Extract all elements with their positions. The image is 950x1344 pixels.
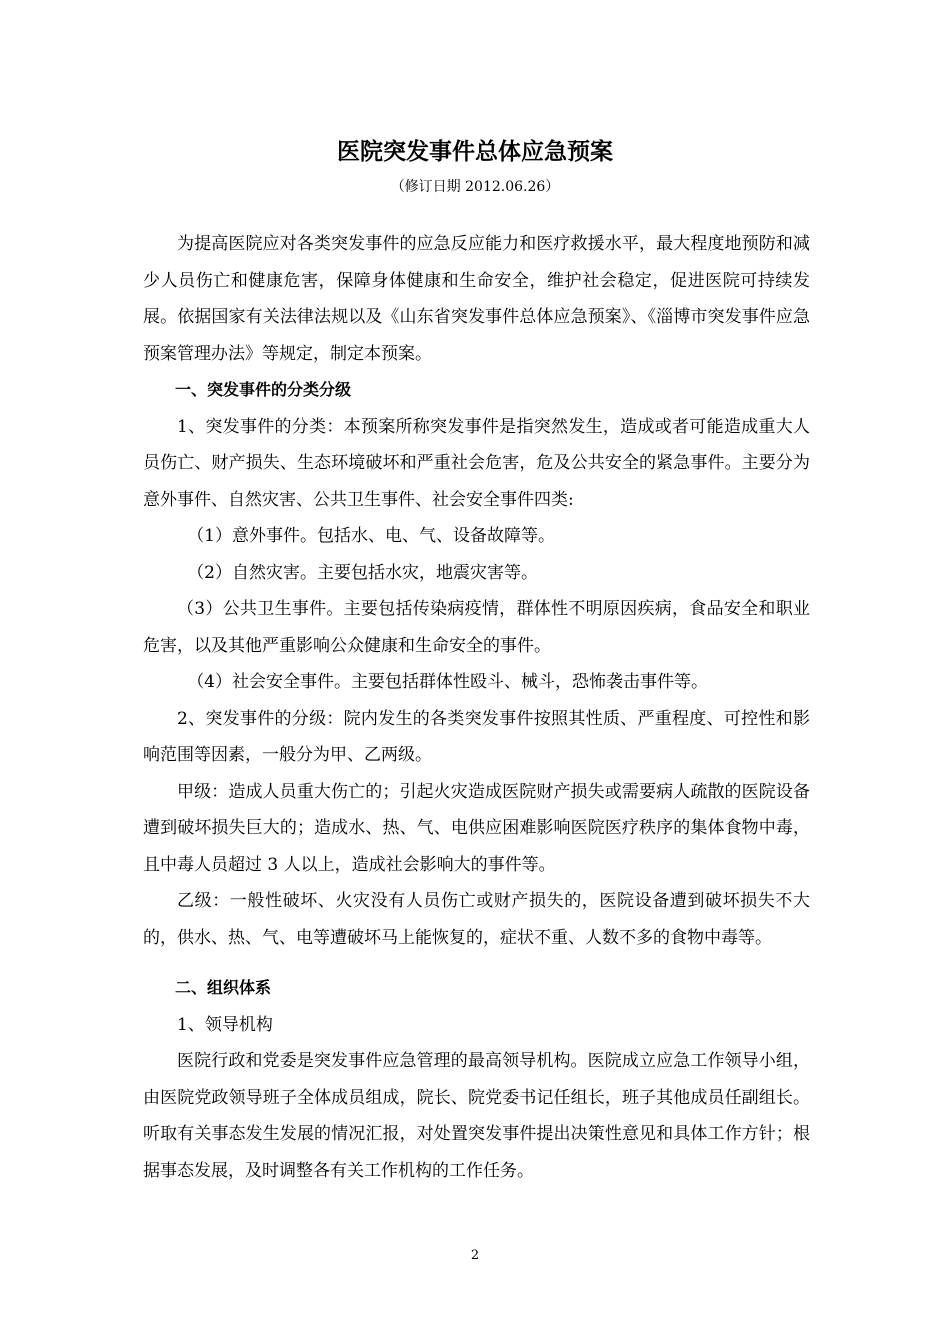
subheading-leadership: 1、领导机构: [177, 1014, 273, 1035]
list-item-social-security: （4）社会安全事件。主要包括群体性殴斗、械斗，恐怖袭击事件等。: [187, 672, 709, 692]
level-b-paragraph: 乙级：一般性破坏、火灾没有人员伤亡或财产损失的，医院设备遭到破坏损失不大的，供水、热、气、电等遭破坏马上能恢复的，症状不重、人数不多的食物中毒等。: [143, 891, 810, 948]
document-title: 医院突发事件总体应急预案: [337, 139, 613, 165]
leadership-paragraph: 医院行政和党委是突发事件应急管理的最高领导机构。医院成立应急工作领导小组，由医院党政领导班子全体成员组成，院长、院党委书记任组长，班子其他成员任副组长。听取有关事态发生发展的情况汇报，对处置突发事件提出决策性意见和具体工作方针；根据事态发展，及时调整各有关工作机构的工作任务。: [143, 1051, 810, 1181]
section-heading-organization: 二、组织体系: [175, 978, 272, 997]
section-heading-classification: 一、突发事件的分类分级: [175, 380, 352, 399]
level-a-paragraph: 甲级：造成人员重大伤亡的；引起火灾造成医院财产损失或需要病人疏散的医院设备遭到破坏损失巨大的；造成水、热、气、电供应困难影响医院医疗秩序的集体食物中毒，且中毒人员超过 3 人以上，造成社会影响大的事件等。: [143, 781, 810, 875]
list-item-natural-disaster: （2）自然灾害。主要包括水灾，地震灾害等。: [187, 562, 539, 583]
list-item-public-health: （3）公共卫生事件。主要包括传染病疫情，群体性不明原因疾病，食品安全和职业危害，以及其他严重影响公众健康和生命安全的事件。: [143, 599, 810, 656]
list-item-accident: （1）意外事件。包括水、电、气、设备故障等。: [187, 526, 556, 546]
classification-paragraph: 1、突发事件的分类：本预案所称突发事件是指突然发生，造成或者可能造成重大人员伤亡、财产损失、生态环境破坏和严重社会危害，危及公共安全的紧急事件。主要分为意外事件、自然灾害、公共卫生事件、社会安全事件四类:: [143, 416, 810, 510]
page-number: 2: [470, 1248, 480, 1263]
revision-date: （修订日期 2012.06.26）: [390, 179, 560, 195]
document-body: [143, 226, 810, 1189]
grading-paragraph: 2、突发事件的分级：院内发生的各类突发事件按照其性质、严重程度、可控性和影响范围等因素，一般分为甲、乙两级。: [143, 708, 810, 765]
intro-paragraph: 为提高医院应对各类突发事件的应急反应能力和医疗救援水平，最大程度地预防和减少人员伤亡和健康危害，保障身体健康和生命安全，维护社会稳定，促进医院可持续发展。依据国家有关法律法规以及《山东省突发事件总体应急预案》、《淄博市突发事件应急预案管理办法》等规定，制定本预案。: [143, 234, 810, 364]
